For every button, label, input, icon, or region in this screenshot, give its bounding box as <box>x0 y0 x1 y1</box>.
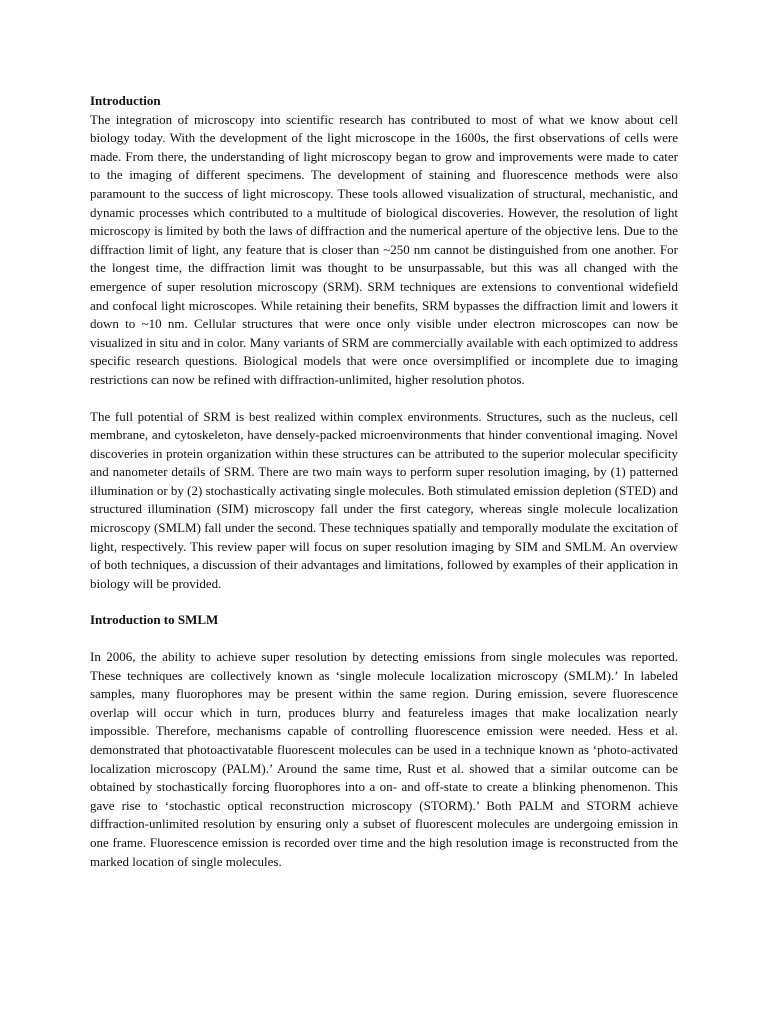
section-heading-smlm: Introduction to SMLM <box>90 612 219 628</box>
paragraph-spacer <box>90 630 678 648</box>
paragraph-spacer <box>90 593 678 611</box>
document-page <box>90 92 678 871</box>
paragraph-intro-1: The integration of microscopy into scientific research has contributed to most of what we know about cell biology today. With the development of the light microscope in the 1600s, the first observations of cells were made. From there, the understanding of light microscopy began to grow and improvements were made to cater to the imaging of different specimens. The development of staining and fluorescence methods were also paramount to the success of light microscopy. These tools allowed visualization of structural, mechanistic, and dynamic processes which contributed to a multitude of biological discoveries. However, the resolution of light microscopy is limited by both the laws of diffraction and the numerical aperture of the objective lens. Due to the diffraction limit of light, any feature that is closer than ~250 nm cannot be distinguished from one another. For the longest time, the diffraction limit was thought to be unsurpassable, but this was all changed with the emergence of super resolution microscopy (SRM). SRM techniques are extensions to conventional widefield and confocal light microscopes. While retaining their benefits, SRM bypasses the diffraction limit and lowers it down to ~10 nm. Cellular structures that were once only visible under electron microscopes can now be visualized in situ and in color. Many variants of SRM are commercially available with each optimized to address specific research questions. Biological models that were once oversimplified or incomplete due to imaging restrictions can now be refined with diffraction-unlimited, higher resolution photos. <box>90 111 678 387</box>
section-heading-introduction: Introduction <box>90 93 161 108</box>
paragraph-spacer <box>90 390 678 408</box>
paragraph-intro-2: The full potential of SRM is best realized within complex environments. Structures, such as the nucleus, cell membrane, and cytoskeleton, have densely-packed microenvironments that hinder conventional imaging. Novel discoveries in protein organization within these structures can be attributed to the superior molecular specificity and nanometer details of SRM. There are two main ways to perform super resolution imaging, by (1) patterned illumination or by (2) stochastically activating single molecules. Both stimulated emission depletion (STED) and structured illumination (SIM) microscopy fall under the first category, whereas single molecule localization microscopy (SMLM) fall under the second. These techniques spatially and temporally modulate the excitation of light, respectively. This review paper will focus on super resolution imaging by SIM and SMLM. An overview of both techniques, a discussion of their advantages and limitations, followed by examples of their application in biology will be provided. <box>90 408 678 591</box>
paragraph-smlm-1: In 2006, the ability to achieve super resolution by detecting emissions from single molecules was reported. These techniques are collectively known as ‘single molecule localization microscopy (SMLM).’ In labeled samples, many fluorophores may be present within the same region. During emission, severe fluorescence overlap will occur which in turn, produces blurry and featureless images that make localization nearly impossible. Therefore, mechanisms capable of controlling fluorescence emission were needed. Hess et al. demonstrated that photoactivatable fluorescent molecules can be used in a technique known as ‘photo-activated localization microscopy (PALM).’ Around the same time, Rust et al. showed that a similar outcome can be obtained by stochastically forcing fluorophores into a on- and off-state to create a blinking phenomenon. This gave rise to ‘stochastic optical reconstruction microscopy (STORM).’ Both PALM and STORM achieve diffraction-unlimited resolution by ensuring only a subset of fluorescent molecules are undergoing emission in one frame. Fluorescence emission is recorded over time and the high resolution image is reconstructed from the marked location of single molecules. <box>90 649 678 869</box>
